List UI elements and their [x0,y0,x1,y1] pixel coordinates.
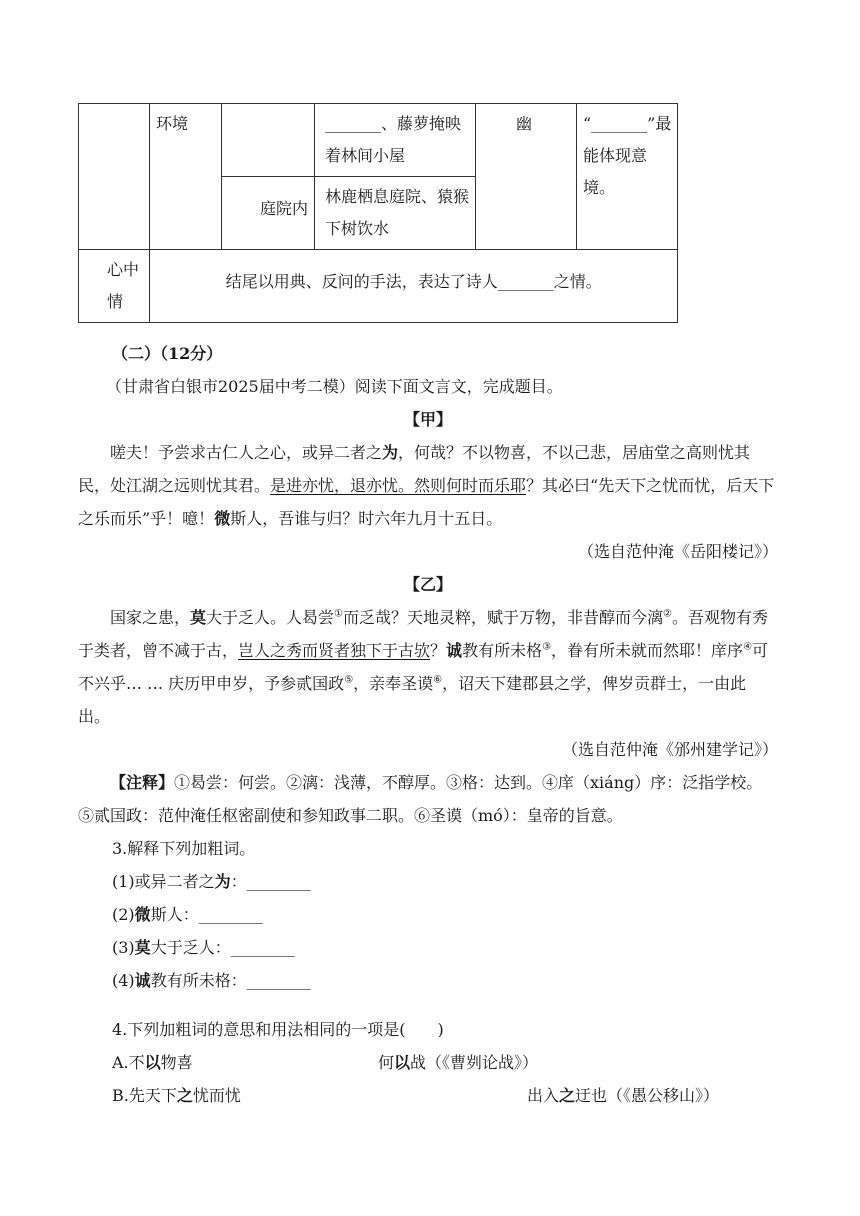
underlined-sentence: 岂人之秀而贤者独下于古欤 [238,641,431,660]
table-empty-cell [222,104,315,177]
notes: 【注释】①曷尝：何尝。②漓：浅薄，不醇厚。③格：达到。④庠（xiáng）序：泛指学校。⑤贰国政：范仲淹任枢密副使和参知政事二职。⑥圣谟（mó）：皇帝的旨意。 [78,773,763,825]
heart-label-cell: 心中情 [79,250,150,323]
jia-title: 【甲】 [403,410,452,429]
table-empty-cell [79,104,150,250]
yi-title: 【乙】 [403,575,452,594]
env-label-cell: 环境 [150,104,222,250]
place-cell: 庭院内 [222,177,315,250]
q4-option-a-right: 何以战（《曹刿论战》） [378,1053,539,1072]
q3-item-1: (1)或异二者之为：________ [112,872,311,891]
mood-cell: 幽 [476,104,577,250]
q3-item-3: (3)莫大于乏人：________ [112,938,295,957]
underlined-sentence: 是进亦忧，退亦忧。然则何时而乐耶 [270,476,527,495]
q4-option-b-right: 出入之迂也（《愚公移山》） [527,1086,720,1105]
heart-text-cell: 结尾以用典、反问的手法，表达了诗人_______之情。 [150,250,678,323]
q4-option-a-left: A.不以物喜 [112,1053,193,1072]
scene-cell: 林鹿栖息庭院、猿猴下树饮水 [315,177,476,250]
q3-item-2: (2)微斯人：________ [112,905,263,924]
q4-option-b-left: B.先天下之忧而忧 [112,1086,241,1105]
q3-item-4: (4)诚教有所未格：________ [112,971,311,990]
jia-passage: 嗟夫！予尝求古仁人之心，或异二者之为，何哉？不以物喜，不以己悲，居庙堂之高则忧其民，处江湖之远则忧其君。是进亦忧，退亦忧。然则何时而乐耶？其必曰“先天下之忧而忧，后天下之乐而乐”乎！噫！微斯人，吾谁与归？时六年九月十五日。 [78,443,775,528]
jia-source: （选自范仲淹《岳阳楼记》） [577,542,778,561]
yi-passage: 国家之患，莫大于乏人。人曷尝①而乏哉？天地灵粹，赋于万物，非昔醇而今漓②。吾观物有秀于类者，曾不减于古，岂人之秀而贤者独下于古欤？诚教有所未格③，眷有所未就而然耶！庠序④可不兴乎… … 庆历甲申岁，予参贰国政⑤，亲奉圣谟⑥，诏天下建郡县之学，俾岁贡群士，一由此出。 [78,608,769,726]
q4-stem: 4.下列加粗词的意思和用法相同的一项是( ) [112,1020,444,1039]
yi-source: （选自范仲淹《邠州建学记》） [561,740,778,759]
analysis-table [78,103,678,323]
section-heading: （二）（12分） [112,344,223,363]
q3-stem: 3.解释下列加粗词。 [112,839,256,858]
scene-cell: _______、藤萝掩映着林间小屋 [315,104,476,177]
note-cell: “_______”最能体现意境。 [577,104,678,250]
source-intro: （甘肃省白银市2025届中考二模）阅读下面文言文，完成题目。 [106,377,563,396]
